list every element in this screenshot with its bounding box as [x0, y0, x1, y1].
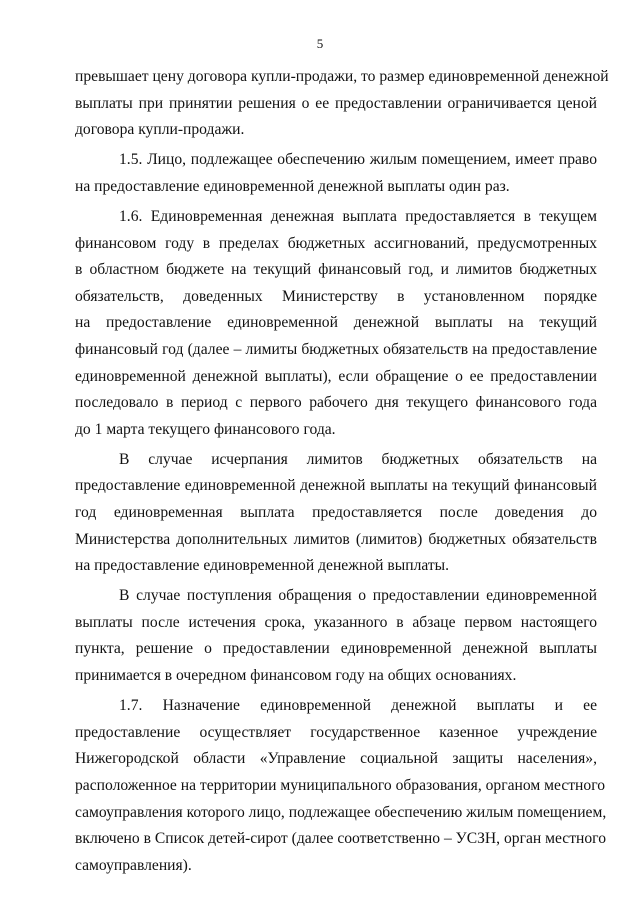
- text-line: превышает цену договора купли-продажи, то размер единовременной денежной: [75, 68, 609, 85]
- text-line: год единовременная выплата предоставляется после доведения до: [75, 504, 597, 521]
- paragraph: [75, 583, 597, 689]
- text-line: в областном бюджете на текущий финансовый год, и лимитов бюджетных: [75, 261, 597, 279]
- text-line: до 1 марта текущего финансового года.: [75, 420, 336, 438]
- text-line: предоставление единовременной денежной выплаты на текущий финансовый: [75, 477, 597, 495]
- text-line: финансовый год (далее – лимиты бюджетных обязательств на предоставление: [75, 340, 597, 358]
- paragraph: [75, 447, 597, 580]
- text-line: на предоставление единовременной денежной выплаты.: [75, 557, 450, 575]
- text-line: на предоставление единовременной денежной выплаты один раз.: [75, 177, 510, 195]
- text-line: обязательств, доведенных Министерству в установленном порядке: [75, 287, 597, 305]
- text-line: выплаты при принятии решения о ее предоставлении ограничивается ценой: [75, 94, 597, 112]
- paragraph: [75, 147, 597, 200]
- text-line: предоставление осуществляет государственное казенное учреждение: [75, 723, 597, 741]
- text-line: самоуправления которого лицо, подлежащее обеспечению жилым помещением,: [75, 803, 607, 821]
- text-line: включено в Список детей-сирот (далее соответственно – УСЗН, орган местного: [75, 830, 606, 848]
- text-line: 1.7. Назначение единовременной денежной выплаты и ее: [119, 697, 597, 715]
- text-line: на предоставление единовременной денежной выплаты на текущий: [75, 314, 597, 332]
- text-line: последовало в период с первого рабочего дня текущего финансового года: [75, 394, 597, 412]
- text-line: расположенное на территории муниципального образования, органом местного: [75, 776, 606, 794]
- text-line: договора купли-продажи.: [75, 121, 245, 139]
- text-line: В случае исчерпания лимитов бюджетных обязательств на: [119, 450, 597, 468]
- text-line: самоуправления).: [75, 856, 192, 874]
- document-body: [75, 64, 609, 879]
- text-line: Нижегородской области «Управление социальной защиты населения»,: [75, 750, 597, 768]
- text-line: единовременной денежной выплаты), если обращение о ее предоставлении: [75, 367, 597, 385]
- paragraph: [75, 204, 597, 443]
- text-line: выплаты после истечения срока, указанного в абзаце первом настоящего: [75, 613, 597, 631]
- text-line: пункта, решение о предоставлении единовременной денежной выплаты: [75, 640, 597, 658]
- paragraph: [75, 693, 607, 879]
- text-line: 1.5. Лицо, подлежащее обеспечению жилым помещением, имеет право: [119, 151, 597, 169]
- text-line: В случае поступления обращения о предоставлении единовременной: [119, 587, 597, 605]
- text-line: финансовом году в пределах бюджетных ассигнований, предусмотренных: [75, 234, 597, 252]
- paragraph: [75, 64, 609, 144]
- page-number: 5: [316, 36, 324, 51]
- text-line: 1.6. Единовременная денежная выплата предоставляется в текущем: [119, 207, 597, 225]
- text-line: принимается в очередном финансовом году на общих основаниях.: [75, 667, 517, 685]
- text-line: Министерства дополнительных лимитов (лимитов) бюджетных обязательств: [75, 530, 597, 548]
